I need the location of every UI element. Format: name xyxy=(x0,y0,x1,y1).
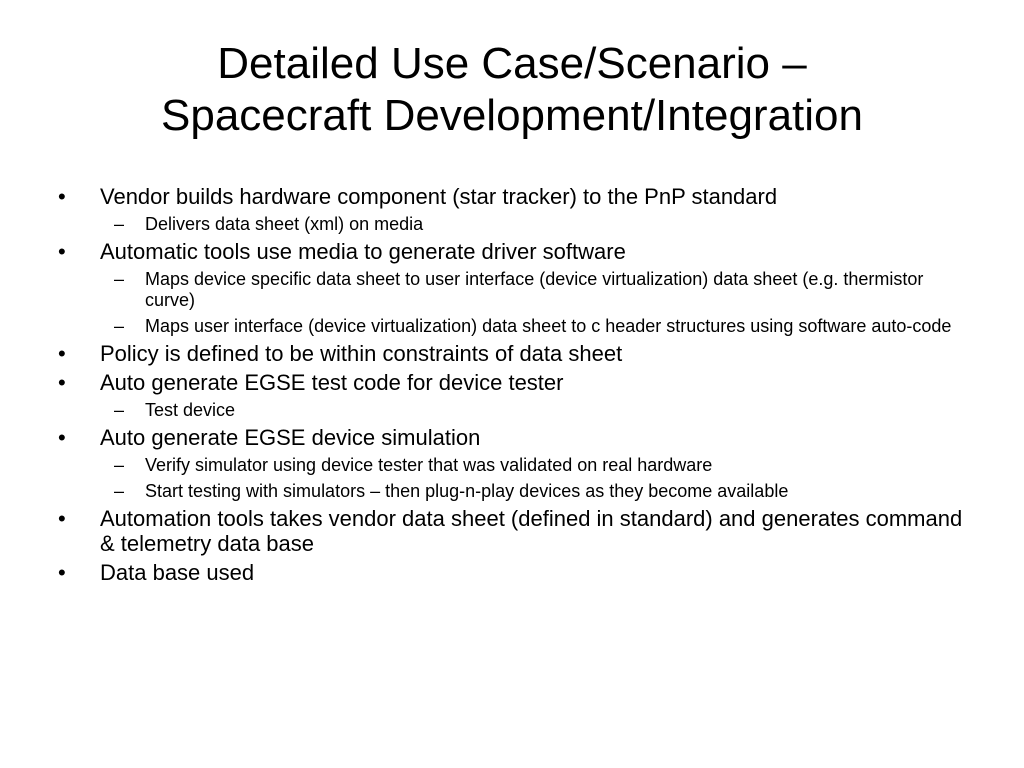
sub-bullet-text: Test device xyxy=(145,400,236,420)
dash-icon: – xyxy=(114,400,125,420)
bullet-icon: • xyxy=(58,560,66,585)
bullet-text: Automation tools takes vendor data sheet (defined in standard) and generates command & telemetry data base xyxy=(100,506,963,556)
bullet-icon: • xyxy=(58,341,66,366)
sub-bullet-item xyxy=(58,214,978,235)
bullet-item xyxy=(58,506,978,556)
bullet-item xyxy=(58,184,978,209)
bullet-text: Policy is defined to be within constraints of data sheet xyxy=(100,341,623,366)
bullet-text: Data base used xyxy=(100,560,255,585)
bullet-list xyxy=(58,180,978,585)
dash-icon: – xyxy=(114,455,125,475)
sub-bullet-item xyxy=(58,455,978,476)
sub-bullet-text: Maps device specific data sheet to user interface (device virtualization) data sheet (e.g. thermistor curve) xyxy=(145,269,924,310)
slide-title xyxy=(0,38,1024,142)
dash-icon: – xyxy=(114,316,125,336)
bullet-icon: • xyxy=(58,239,66,264)
sub-bullet-text: Verify simulator using device tester that was validated on real hardware xyxy=(145,455,713,475)
bullet-item xyxy=(58,560,978,585)
bullet-icon: • xyxy=(58,425,66,450)
bullet-text: Auto generate EGSE device simulation xyxy=(100,425,481,450)
sub-bullet-item xyxy=(58,316,978,337)
bullet-text: Auto generate EGSE test code for device tester xyxy=(100,370,564,395)
dash-icon: – xyxy=(114,481,125,501)
sub-bullet-item xyxy=(58,269,978,311)
bullet-icon: • xyxy=(58,370,66,395)
bullet-icon: • xyxy=(58,506,66,531)
bullet-text: Vendor builds hardware component (star tracker) to the PnP standard xyxy=(100,184,778,209)
slide-title-line-1: Detailed Use Case/Scenario – xyxy=(217,39,807,88)
dash-icon: – xyxy=(114,214,125,234)
dash-icon: – xyxy=(114,269,125,289)
bullet-item xyxy=(58,425,978,450)
bullet-icon: • xyxy=(58,184,66,209)
sub-bullet-item xyxy=(58,400,978,421)
bullet-item xyxy=(58,370,978,395)
bullet-text: Automatic tools use media to generate driver software xyxy=(100,239,626,264)
sub-bullet-text: Delivers data sheet (xml) on media xyxy=(145,214,424,234)
slide-title-line-2: Spacecraft Development/Integration xyxy=(161,91,863,140)
sub-bullet-text: Start testing with simulators – then plug-n-play devices as they become available xyxy=(145,481,789,501)
bullet-item xyxy=(58,239,978,264)
sub-bullet-text: Maps user interface (device virtualization) data sheet to c header structures using software auto-code xyxy=(145,316,952,336)
sub-bullet-item xyxy=(58,481,978,502)
bullet-item xyxy=(58,341,978,366)
